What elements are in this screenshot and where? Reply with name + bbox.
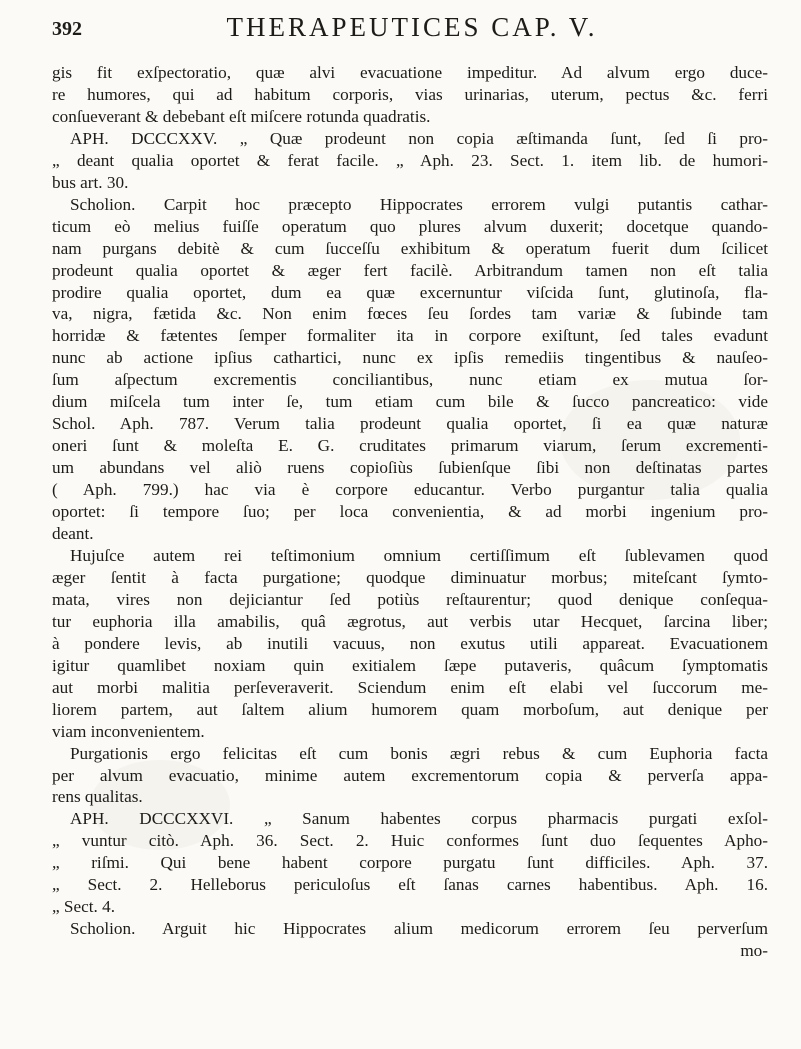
text-line: re humores, qui ad habitum corporis, vias urinarias, uterum, pectus &c. ferri [52, 84, 768, 104]
text-line: prodire qualia oportet, dum ea quæ excernuntur viſcida ſunt, glutinoſa, fla- [52, 282, 768, 302]
aphorism-line: „ Sect. 4. [52, 897, 116, 917]
text-line: aut morbi malitia perſeveraverit. Sciendum enim eſt elabi vel ſuccorum me- [52, 677, 768, 697]
text-line: per alvum evacuatio, minime autem excrementorum copia & perverſa appa- [52, 765, 768, 785]
text-line: liorem partem, aut ſaltem alium humorem quam morboſum, aut denique per [52, 699, 768, 719]
text-line: ticum eò melius fuiſſe operatum quo plures alvum duxerit; docetque quando- [52, 216, 768, 236]
text-line: à pondere levis, ab inutili vacuus, non exutus utili appareat. Evacuationem [52, 633, 768, 653]
text-line: prodeunt qualia oportet & æger fert facilè. Arbitrandum tamen non eſt talia [52, 260, 768, 280]
text-line: um abundans vel aliò ruens copioſiùs ſubienſque ſibi non deſtinatas partes [52, 458, 768, 478]
text-line: va, nigra, fætida &c. Non enim fœces ſeu ſordes tam variæ & ſubinde tam [52, 304, 768, 324]
body-text [52, 62, 768, 962]
text-line: ſum aſpectum excrementis conciliantibus, nunc etiam ex mutua ſor- [52, 370, 768, 390]
aphorism-line: APH. DCCCXXVI. „ Sanum habentes corpus pharmacis purgati exſol- [70, 809, 768, 829]
page-number: 392 [52, 18, 82, 40]
text-line: deant. [52, 524, 94, 544]
catchword: mo- [740, 941, 768, 961]
page-header [52, 12, 772, 46]
scholion-line: Scholion. Carpit hoc præcepto Hippocrates errorem vulgi putantis cathar- [70, 194, 768, 214]
aphorism-line: „ vuntur citò. Aph. 36. Sect. 2. Huic conformes ſunt duo ſequentes Apho- [52, 831, 768, 851]
text-line: mata, vires non dejiciantur ſed potiùs reſtaurentur; quod denique conſequa- [52, 589, 768, 609]
aphorism-line: „ riſmi. Qui bene habent corpore purgatu ſunt difficiles. Aph. 37. [52, 853, 768, 873]
aphorism-line: „ deant qualia oportet & ferat facile. „ Aph. 23. Sect. 1. item lib. de humori- [52, 150, 768, 170]
text-line: æger ſentit à facta purgatione; quodque diminuatur morbus; miteſcant ſymto- [52, 567, 768, 587]
text-line: horridæ & fætentes ſemper formaliter ita in corpore exiſtunt, ſed tales evadunt [52, 326, 768, 346]
text-line: Schol. Aph. 787. Verum talia prodeunt qualia oportet, ſi ea quæ naturæ [52, 414, 768, 434]
aphorism-line: „ Sect. 2. Helleborus periculoſus eſt ſanas carnes habentibus. Aph. 16. [52, 875, 768, 895]
aphorism-line: APH. DCCCXXV. „ Quæ prodeunt non copia æſtimanda ſunt, ſed ſi pro- [70, 128, 768, 148]
text-line: dium miſcela tum inter ſe, tum etiam cum bile & ſucco pancreatico: vide [52, 392, 768, 412]
text-line: tur euphoria illa amabilis, quâ ægrotus, aut verbis utar Hecquet, ſarcina liber; [52, 611, 768, 631]
aphorism-line: bus art. 30. [52, 172, 129, 192]
text-line: Hujuſce autem rei teſtimonium omnium certiſſimum eſt ſublevamen quod [70, 545, 768, 565]
text-line: nam purgans debitè & cum ſucceſſu exhibitum & operatum fuerit dum ſcilicet [52, 238, 768, 258]
text-line: conſueverant & debebant eſt miſcere rotunda quadratis. [52, 106, 431, 126]
text-line: oportet: ſi tempore ſuo; per loca convenientia, & ad morbi ingenium pro- [52, 502, 768, 522]
text-line: rens qualitas. [52, 787, 143, 807]
text-line: gis fit exſpectoratio, quæ alvi evacuatione impeditur. Ad alvum ergo duce- [52, 63, 768, 82]
text-line: Purgationis ergo felicitas eſt cum bonis ægri rebus & cum Euphoria facta [70, 743, 768, 763]
text-line: oneri ſunt & moleſta E. G. cruditates primarum viarum, ſerum excrementi- [52, 436, 768, 456]
text-line: nunc ab actione ipſius cathartici, nunc ex ipſis remediis tingentibus & nauſeo- [52, 348, 768, 368]
running-title: THERAPEUTICES CAP. V. [226, 12, 598, 42]
scholion-line: Scholion. Arguit hic Hippocrates alium medicorum errorem ſeu perverſum [70, 919, 768, 939]
text-line: igitur quamlibet noxiam quin exitialem ſæpe putaveris, quâcum ſymptomatis [52, 655, 768, 675]
text-line: viam inconvenientem. [52, 721, 205, 741]
text-line: ( Aph. 799.) hac via è corpore educantur. Verbo purgantur talia qualia [52, 480, 768, 500]
